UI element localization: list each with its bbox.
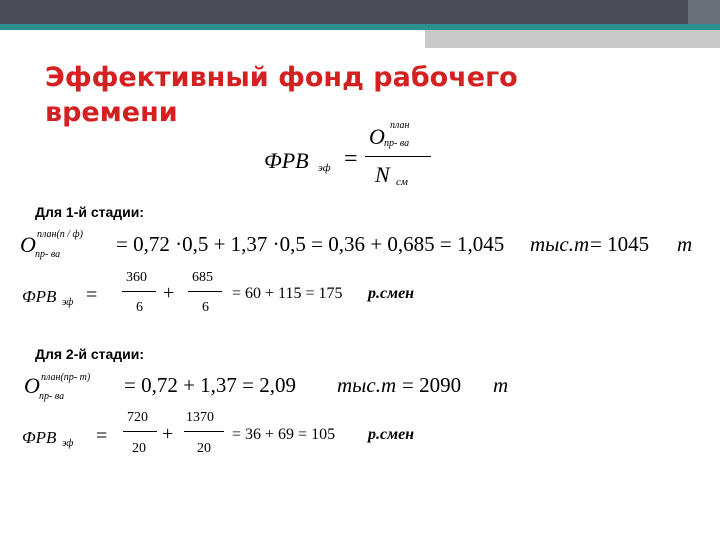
stage1-frv-rhs: = 60 + 115 = 175 [232, 285, 343, 302]
stage1-o-sup: план(п / ф) [37, 229, 83, 240]
stage1-label: Для 1-й стадии: [35, 204, 145, 220]
stage2-o-rhs: = 0,72 + 1,37 = 2,09 [124, 373, 297, 397]
stage1-frv-unit: р.смен [368, 285, 415, 302]
stage1-eq-tonnes: = 1045 [590, 232, 650, 256]
stage1-frac1-den: 6 [136, 300, 143, 315]
stage2-frac2-num: 1370 [186, 410, 214, 425]
stage1-o-rhs: = 0,72 ·0,5 + 1,37 ·0,5 = 0,36 + 0,685 = 1,045 [116, 232, 505, 256]
stage2-unit-thousand-t: тыс.т [337, 373, 397, 397]
stage2-o-symbol: O [24, 373, 40, 398]
stage1-unit-thousand-t: тыс.т [530, 232, 590, 256]
stage1-frac2-den: 6 [202, 300, 209, 315]
formula-main-num: O [369, 124, 385, 149]
stage2-o-sub: пр- ва [39, 391, 65, 402]
stage2-o-sup: план(пр- т) [41, 372, 91, 383]
stage1-frac1-num: 360 [126, 270, 147, 285]
stage1-o-sub: пр- ва [35, 249, 61, 260]
stage2-frv-equals: = [96, 425, 108, 447]
stage1-unit-t: т [677, 232, 693, 256]
slide-title: Эффективный фонд рабочего времени [45, 62, 518, 128]
stage2-frac1-bar [123, 431, 157, 432]
formula-main-fraction-bar [365, 156, 431, 157]
stage1-frac2-bar [188, 291, 222, 292]
formula-main-lhs-sub: эф [318, 162, 331, 174]
formula-main-den-sub: см [396, 176, 408, 188]
formula-main-num-sup: план [390, 120, 410, 131]
stage2-frac2-bar [184, 431, 224, 432]
stage2-frv-rhs: = 36 + 69 = 105 [232, 426, 336, 443]
stage1-frac2-num: 685 [192, 270, 213, 285]
stage1-frac1-bar [122, 291, 156, 292]
stage2-eq-tonnes: = 2090 [402, 373, 462, 397]
stage2-frv-unit: р.смен [368, 426, 415, 443]
stage2-label: Для 2-й стадии: [35, 346, 145, 362]
stage2-frac2-den: 20 [197, 441, 211, 456]
stage2-plus: + [162, 423, 174, 445]
stage2-frv-symbol: ФРВ [22, 428, 57, 447]
stage1-plus: + [163, 282, 175, 304]
stage1-frv-symbol: ФРВ [22, 287, 57, 306]
stage1-frv-sub: эф [62, 297, 74, 308]
top-bar-accent [688, 0, 720, 24]
stage1-o-symbol: O [20, 232, 36, 257]
formula-main-lhs: ФРВ [264, 148, 309, 173]
stage2-unit-t: т [493, 373, 509, 397]
header-strip-gap [0, 30, 425, 48]
formula-main-num-sub: пр- ва [384, 138, 410, 149]
top-bar [0, 0, 720, 24]
stage2-frac1-num: 720 [127, 410, 148, 425]
stage2-frv-sub: эф [62, 438, 74, 449]
formula-main-equals: = [344, 146, 358, 172]
stage2-frac1-den: 20 [132, 441, 146, 456]
formula-main-den: N [375, 162, 390, 187]
stage1-frv-equals: = [86, 284, 98, 306]
